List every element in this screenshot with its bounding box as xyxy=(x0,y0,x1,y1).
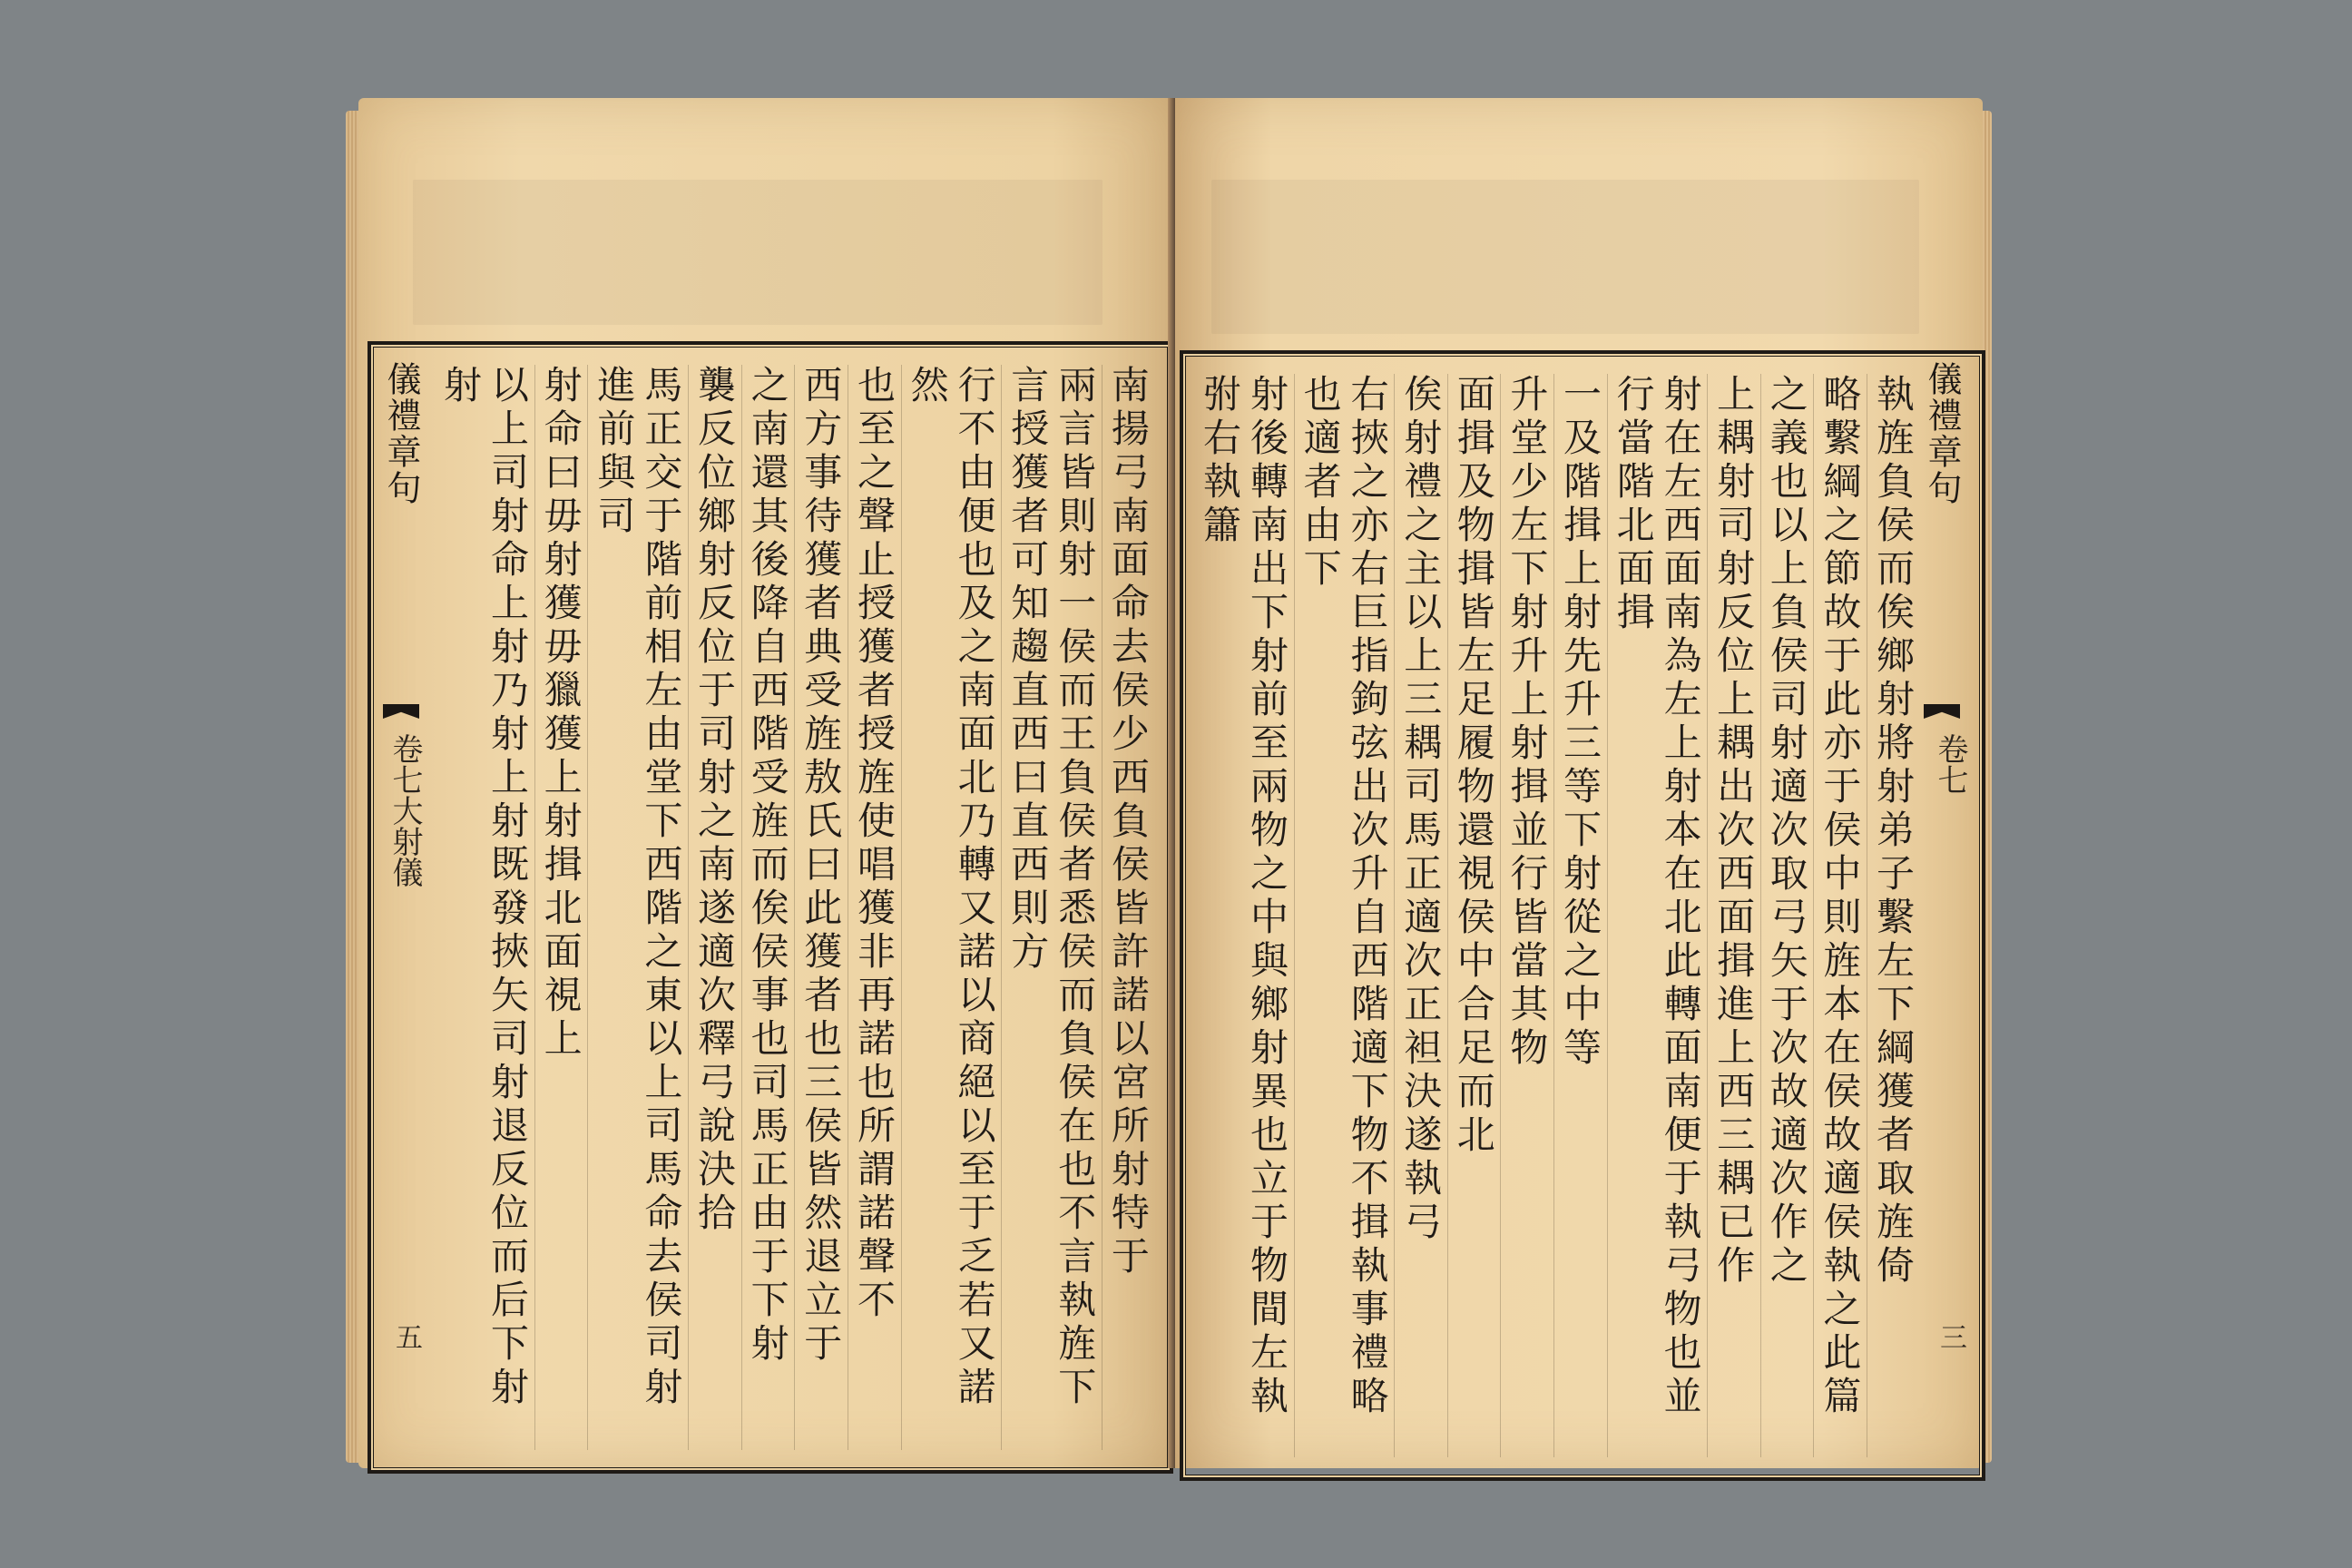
text-column: 南揚弓南面命去侯少西負侯皆許諾以宮所射特于 xyxy=(1102,365,1153,1450)
folio-number: 五 xyxy=(390,1323,422,1350)
book-title: 儀禮章句 xyxy=(381,361,421,506)
right-heading xyxy=(1919,361,1965,706)
text-column: 也至之聲止授獲者授旌使唱獲非再諾也所謂諾聲不 xyxy=(848,365,899,1450)
text-column: 射在左西面南為左上射本在北此轉面南便于執弓物也並行當階北面揖 xyxy=(1607,374,1706,1457)
chapter-label: 卷七 xyxy=(1932,733,1968,795)
right-columns xyxy=(1183,354,1982,1477)
text-column: 面揖及物揖皆左足履物還視侯中合足而北 xyxy=(1447,374,1499,1457)
open-book xyxy=(358,98,1983,1468)
book-title: 儀禮章句 xyxy=(1922,361,1962,506)
text-column: 一及階揖上射先升三等下射從之中等 xyxy=(1553,374,1605,1457)
text-column: 之義也以上負侯司射適次取弓矢于次故適次作之 xyxy=(1760,374,1812,1457)
text-column: 執旌負侯而俟鄉射將射弟子繫左下綱獲者取旌倚 xyxy=(1867,374,1918,1457)
chapter-label: 卷七大射儀 xyxy=(387,733,423,887)
text-column: 俟射禮之主以上三耦司馬正適次正袒決遂執弓 xyxy=(1394,374,1446,1457)
right-page xyxy=(1175,98,1983,1468)
left-text-block xyxy=(368,341,1173,1474)
text-column: 之南還其後降自西階受旌而俟侯事也司馬正由于下射 xyxy=(741,365,793,1450)
text-column: 西方事待獲者典受旌敖氏曰此獲者也三侯皆然退立于 xyxy=(794,365,846,1450)
left-columns xyxy=(371,345,1170,1470)
text-column: 略繫綱之節故于此亦于侯中則旌本在侯故適侯執之此篇 xyxy=(1813,374,1865,1457)
text-column: 行不由便也及之南面北乃轉又諾以商絕以至于乏若又諾然 xyxy=(901,365,1000,1450)
text-column: 馬正交于階前相左由堂下西階之東以上司馬命去侯司射進前與司 xyxy=(587,365,686,1450)
bleed-through xyxy=(1211,180,1919,334)
text-column: 上耦射司射反位上耦出次西面揖進上西三耦已作 xyxy=(1707,374,1759,1457)
bleed-through xyxy=(413,180,1102,325)
right-text-block xyxy=(1180,350,1985,1481)
text-column: 以上司射命上射乃射上射既發挾矢司射退反位而后下射射 xyxy=(438,365,530,1410)
left-heading xyxy=(378,361,424,706)
left-page xyxy=(358,98,1175,1468)
text-column: 升堂少左下射升上射揖並行皆當其物 xyxy=(1500,374,1552,1457)
text-column: 右挾之亦右巨指鉤弦出次升自西階適下物不揖執事禮略也適者由下 xyxy=(1294,374,1393,1457)
text-column: 射命曰毋射獲毋獵獲上射揖北面視上 xyxy=(534,365,586,1450)
text-column: 射後轉南出下射前至兩物之中與鄉射異也立于物間左執弣右執簫 xyxy=(1198,374,1289,1419)
text-column: 兩言皆則射一侯而王負侯者悉侯而負侯在也不言執旌下言授獲者可知趨直西曰直西則方 xyxy=(1001,365,1100,1450)
folio-number: 三 xyxy=(1935,1323,1966,1350)
text-column: 襲反位鄉射反位于司射之南遂適次釋弓說決拾 xyxy=(688,365,740,1450)
